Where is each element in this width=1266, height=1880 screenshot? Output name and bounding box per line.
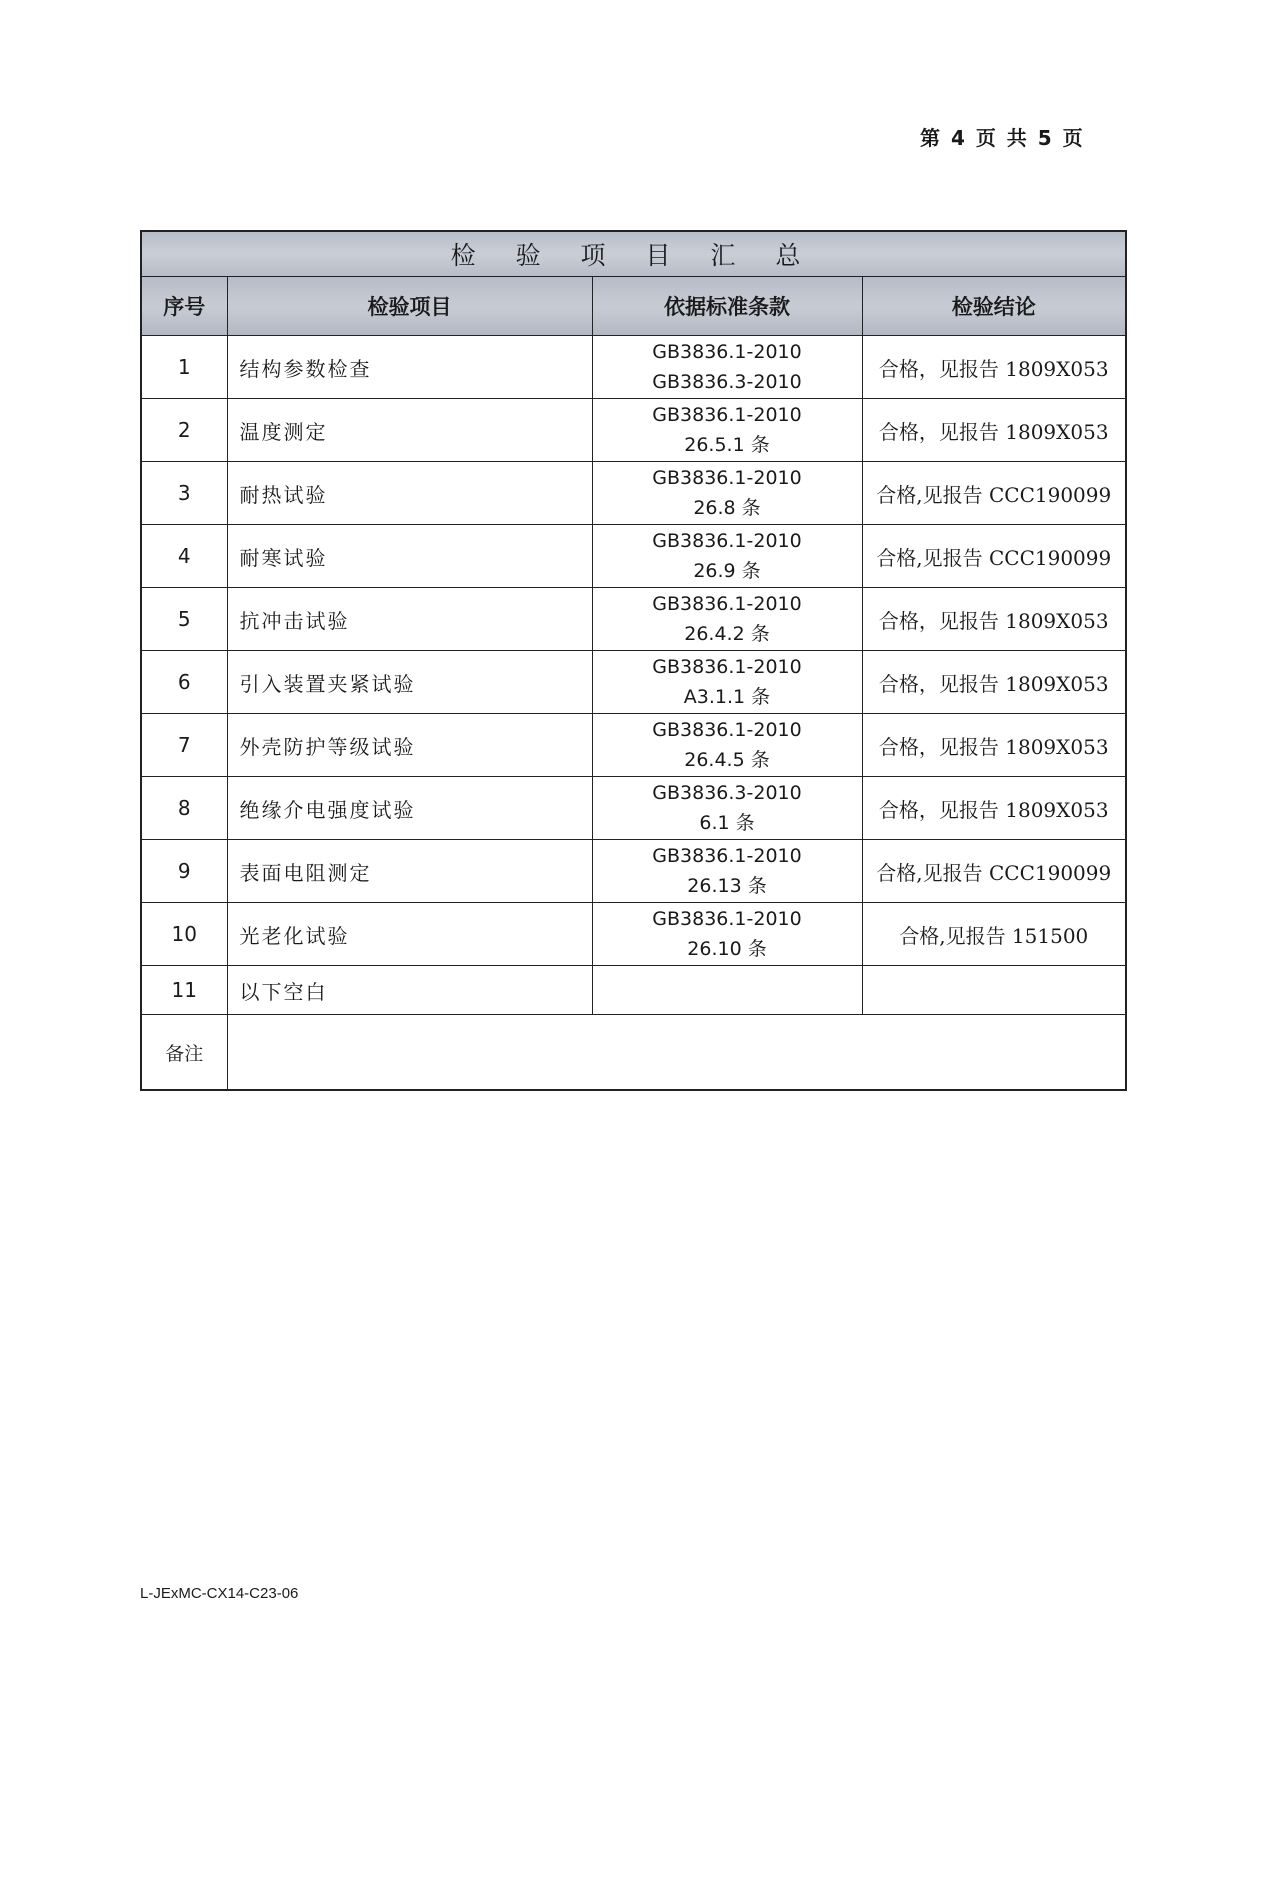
row-result-empty	[862, 966, 1126, 1015]
table-row	[141, 651, 1126, 714]
table-row	[141, 525, 1126, 588]
row-standard	[592, 525, 862, 588]
standard-line: GB3836.1-2010	[652, 593, 802, 615]
standard-clause: GB3836.3-2010	[652, 371, 802, 393]
row-item: 抗冲击试验	[227, 588, 592, 651]
row-seq: 11	[141, 966, 227, 1015]
row-result: 合格，见报告 1809X053	[862, 777, 1126, 840]
row-item: 耐寒试验	[227, 525, 592, 588]
row-item: 表面电阻测定	[227, 840, 592, 903]
inspection-summary-table	[140, 230, 1127, 1091]
header-result: 检验结论	[862, 277, 1126, 336]
row-item: 以下空白	[227, 966, 592, 1015]
standard-clause: 6.1 条	[699, 812, 755, 834]
row-result: 合格，见报告 1809X053	[862, 714, 1126, 777]
standard-clause: A3.1.1 条	[683, 686, 771, 708]
standard-clause: 26.9 条	[693, 560, 761, 582]
row-standard	[592, 399, 862, 462]
standard-clause: 26.8 条	[693, 497, 761, 519]
table-title: 检 验 项 目 汇 总	[141, 231, 1126, 277]
header-seq: 序号	[141, 277, 227, 336]
remark-content	[227, 1015, 1126, 1091]
row-standard	[592, 714, 862, 777]
row-seq: 5	[141, 588, 227, 651]
header-standard: 依据标准条款	[592, 277, 862, 336]
row-seq: 10	[141, 903, 227, 966]
row-seq: 2	[141, 399, 227, 462]
row-result: 合格,见报告 CCC190099	[862, 462, 1126, 525]
row-standard-empty	[592, 966, 862, 1015]
row-standard	[592, 336, 862, 399]
row-item: 温度测定	[227, 399, 592, 462]
row-seq: 7	[141, 714, 227, 777]
standard-line: GB3836.1-2010	[652, 530, 802, 552]
row-standard	[592, 777, 862, 840]
row-standard	[592, 651, 862, 714]
row-standard	[592, 462, 862, 525]
table-row	[141, 399, 1126, 462]
row-result: 合格，见报告 1809X053	[862, 651, 1126, 714]
standard-clause: 26.13 条	[687, 875, 767, 897]
row-item: 结构参数检查	[227, 336, 592, 399]
remark-label: 备注	[141, 1015, 227, 1091]
table-row	[141, 336, 1126, 399]
row-result: 合格,见报告 CCC190099	[862, 525, 1126, 588]
row-seq: 3	[141, 462, 227, 525]
row-result: 合格，见报告 1809X053	[862, 399, 1126, 462]
row-standard	[592, 903, 862, 966]
table-header-row	[141, 277, 1126, 336]
standard-line: GB3836.1-2010	[652, 467, 802, 489]
row-result: 合格,见报告 CCC190099	[862, 840, 1126, 903]
row-item: 耐热试验	[227, 462, 592, 525]
table-row	[141, 903, 1126, 966]
row-standard	[592, 588, 862, 651]
row-item: 外壳防护等级试验	[227, 714, 592, 777]
standard-clause: 26.10 条	[687, 938, 767, 960]
row-item: 绝缘介电强度试验	[227, 777, 592, 840]
row-standard	[592, 840, 862, 903]
row-seq: 6	[141, 651, 227, 714]
table-row	[141, 777, 1126, 840]
row-seq: 8	[141, 777, 227, 840]
table-row	[141, 588, 1126, 651]
row-result: 合格，见报告 1809X053	[862, 588, 1126, 651]
standard-line: GB3836.1-2010	[652, 719, 802, 741]
standard-line: GB3836.3-2010	[652, 782, 802, 804]
header-item: 检验项目	[227, 277, 592, 336]
row-result: 合格，见报告 1809X053	[862, 336, 1126, 399]
table-row	[141, 714, 1126, 777]
standard-line: GB3836.1-2010	[652, 341, 802, 363]
standard-line: GB3836.1-2010	[652, 656, 802, 678]
table-row	[141, 840, 1126, 903]
standard-line: GB3836.1-2010	[652, 908, 802, 930]
table-row-blank	[141, 966, 1126, 1015]
row-seq: 9	[141, 840, 227, 903]
standard-clause: 26.5.1 条	[684, 434, 770, 456]
standard-line: GB3836.1-2010	[652, 845, 802, 867]
standard-clause: 26.4.5 条	[684, 749, 770, 771]
row-seq: 4	[141, 525, 227, 588]
row-item: 光老化试验	[227, 903, 592, 966]
table-row	[141, 462, 1126, 525]
page-number: 第 4 页 共 5 页	[920, 126, 1085, 150]
form-code: L-JExMC-CX14-C23-06	[140, 1585, 299, 1602]
remark-row	[141, 1015, 1126, 1091]
row-result: 合格,见报告 151500	[862, 903, 1126, 966]
row-seq: 1	[141, 336, 227, 399]
standard-clause: 26.4.2 条	[684, 623, 770, 645]
standard-line: GB3836.1-2010	[652, 404, 802, 426]
row-item: 引入装置夹紧试验	[227, 651, 592, 714]
